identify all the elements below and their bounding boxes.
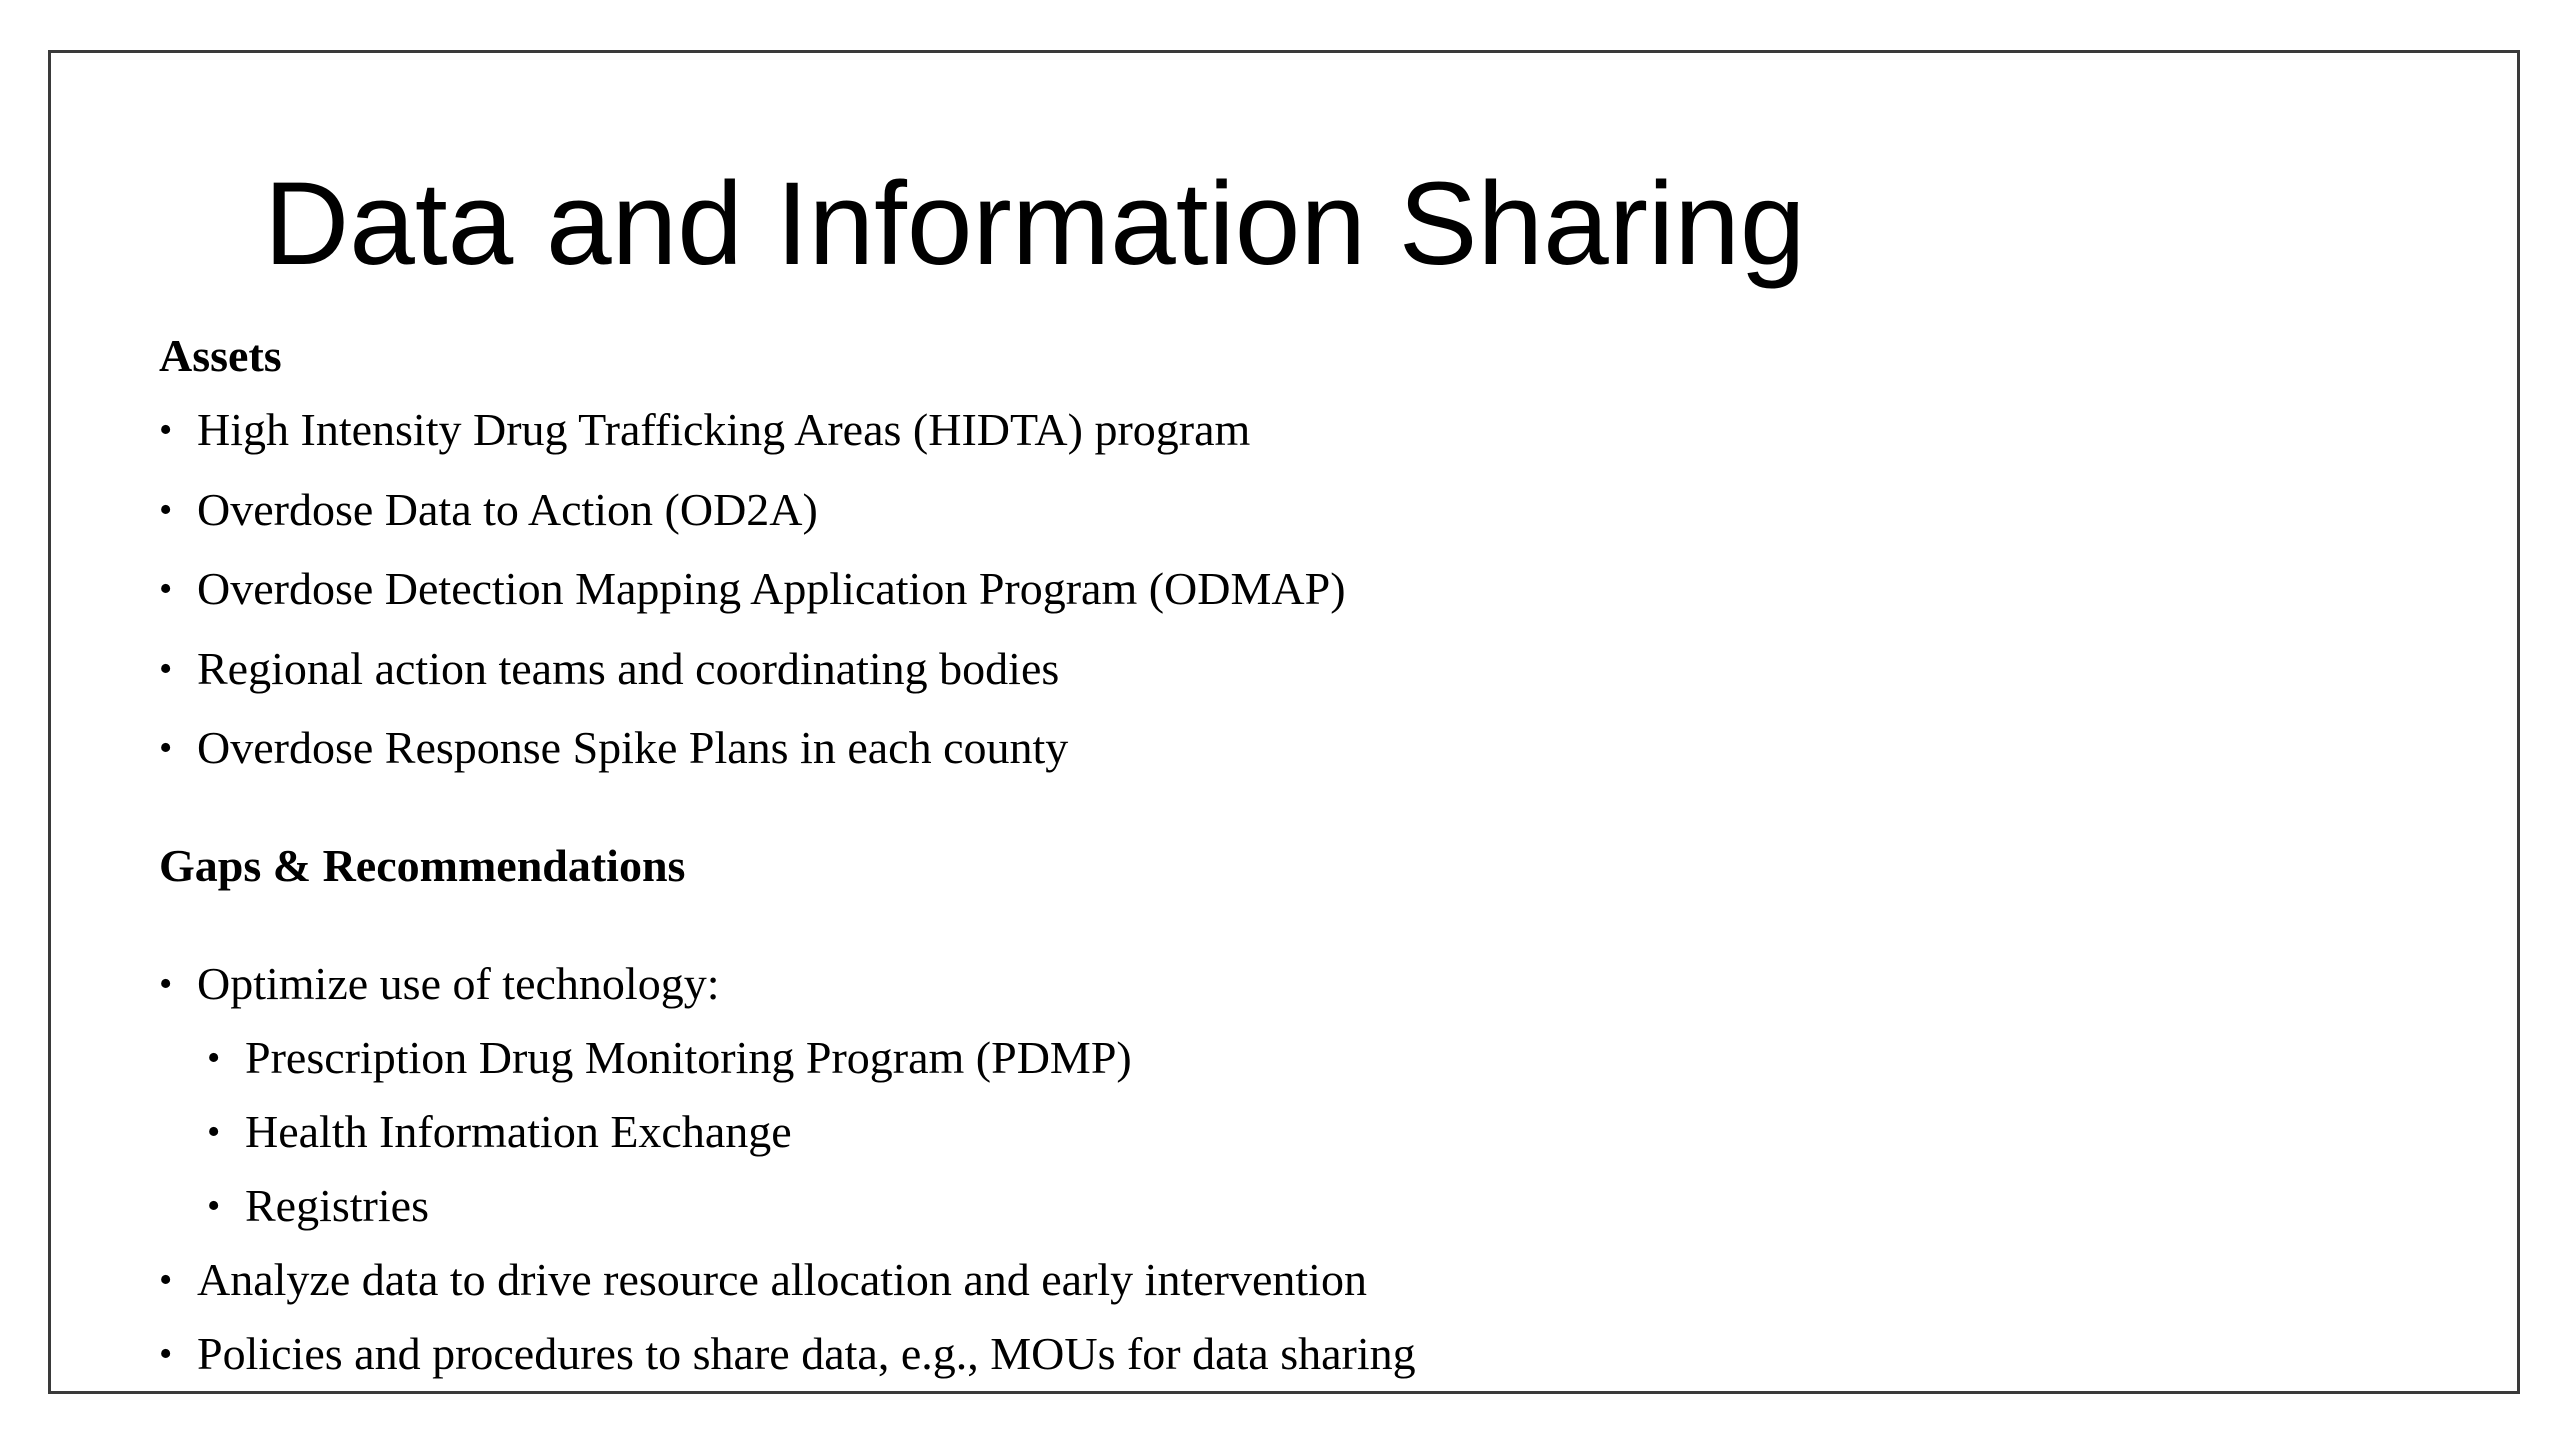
list-item-text: Overdose Data to Action (OD2A) [197, 483, 818, 535]
list-item-text: High Intensity Drug Trafficking Areas (HIDTA) program [197, 404, 1251, 455]
list-item [159, 722, 1346, 805]
list-item-text: Overdose Detection Mapping Application Program (ODMAP) [197, 563, 1346, 614]
list-item-text: Registries [245, 1180, 429, 1231]
bullet-icon: • [159, 647, 173, 690]
bullet-icon: • [159, 1333, 173, 1375]
list-item-text: Health Information Exchange [245, 1106, 792, 1157]
sub-list-item [159, 1106, 1416, 1183]
list-item [159, 404, 1346, 487]
assets-heading: Assets [159, 330, 282, 381]
list-item-text: Policies and procedures to share data, e.g., MOUs for data sharing [197, 1328, 1416, 1379]
bullet-icon: • [159, 488, 173, 531]
list-item-text: Regional action teams and coordinating bodies [197, 642, 1060, 694]
list-item [159, 642, 1346, 726]
bullet-icon: • [159, 963, 173, 1005]
gaps-heading: Gaps & Recommendations [159, 840, 686, 891]
gaps-list [159, 958, 1416, 1405]
list-item [159, 563, 1346, 646]
bullet-icon: • [207, 1111, 221, 1153]
list-item-text: Overdose Response Spike Plans in each county [197, 722, 1069, 773]
assets-list [159, 404, 1346, 805]
bullet-icon: • [207, 1037, 221, 1079]
sub-list-item [159, 1032, 1416, 1109]
slide-frame [48, 50, 2520, 1394]
bullet-icon: • [159, 727, 173, 769]
list-item-text: Prescription Drug Monitoring Program (PDMP) [245, 1032, 1132, 1083]
list-item [159, 1328, 1416, 1405]
list-item-text: Optimize use of technology: [197, 958, 720, 1009]
bullet-icon: • [159, 568, 173, 610]
bullet-icon: • [207, 1185, 221, 1227]
list-item [159, 958, 1416, 1035]
bullet-icon: • [159, 1259, 173, 1301]
sub-list-item [159, 1180, 1416, 1257]
list-item [159, 1254, 1416, 1331]
list-item-text: Analyze data to drive resource allocation and early intervention [197, 1254, 1367, 1305]
bullet-icon: • [159, 409, 173, 451]
slide-title: Data and Information Sharing [264, 158, 1806, 290]
list-item [159, 483, 1346, 567]
